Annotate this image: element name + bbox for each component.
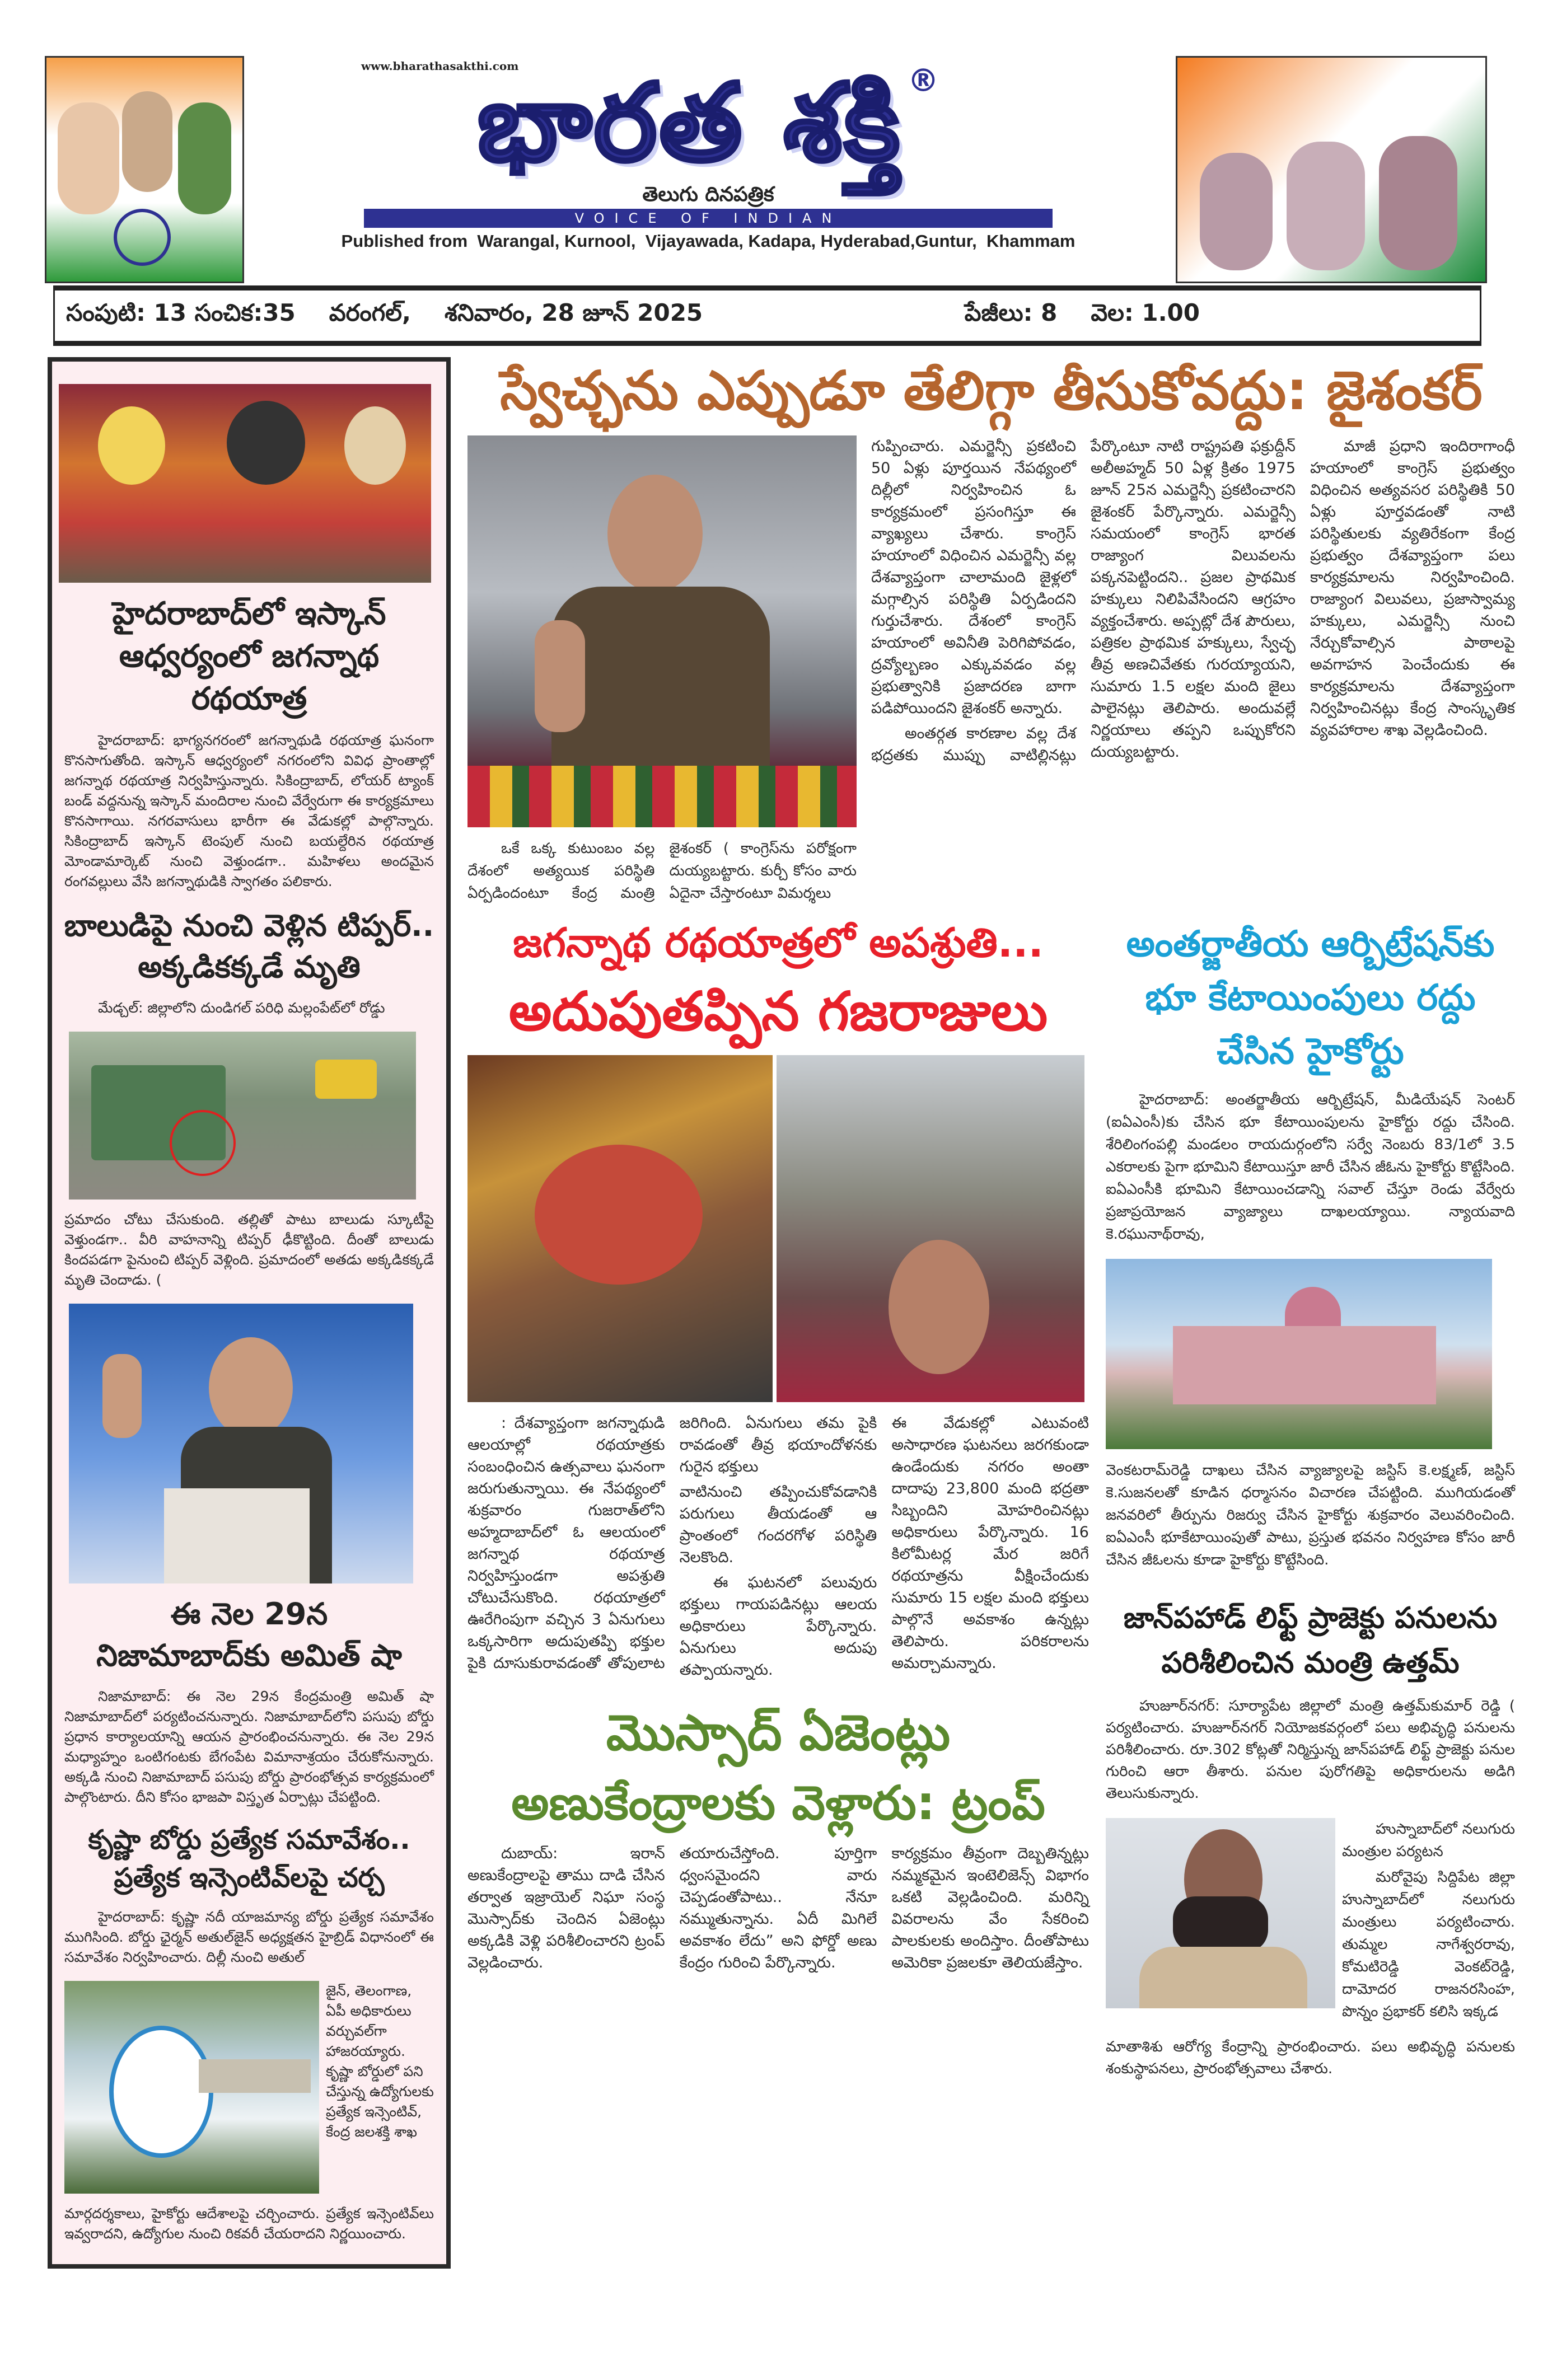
krishna-board-dam-photo [64, 1981, 319, 2194]
story-body: మార్గదర్శకాలు, హైకోర్టు ఆదేశాలపై చర్చించారు. ప్రత్యేక ఇన్సెంటివ్‌లు ఇవ్వరాదని, ఉద్యోగుల నుంచి రికవరీ చేయరాదని నిర్ణయించారు. [64, 2205, 434, 2242]
story-body: ప్రమాదం చోటు చేసుకుంది. తల్లితో పాటు బాలుడు స్కూటీపై వెళ్తుండగా.. వీరి వాహనాన్ని టిప్పర్ ఢీకొట్టింది. దీంతో బాలుడు కిందపడగా పైనుంచి టిప్పర్ వెళ్లింది. ప్రమాదంలో అతడు అక్కడికక్కడే మృతి చెందాడు. ( [64, 1211, 434, 1288]
price: వెల: 1.00 [1091, 299, 1200, 326]
lead-body [871, 435, 1515, 766]
dateline-city: వరంగల్, [329, 299, 412, 326]
krishna-board-emblem-icon [109, 2026, 213, 2158]
revolutionaries-right-photo [1176, 56, 1487, 283]
uttam-kumar-photo [1106, 1818, 1335, 2008]
elephant-rathayatra-photo-1 [467, 1055, 773, 1402]
story-headline[interactable]: కృష్ణా బోర్డు ప్రత్యేక సమావేశం.. ప్రత్యేక ఇన్సెంటివ్‌లపై చర్చ [88, 1824, 410, 1894]
ashoka-chakra-icon [114, 209, 171, 266]
jagannath-headline-2[interactable]: అదుపుతప్పిన గజరాజులు [508, 980, 1048, 1043]
story-headline[interactable]: ఈ నెల 29న నిజామాబాద్‌కు అమిత్ షా [96, 1596, 402, 1673]
janpahad-body: హుజూర్‌నగర్: సూర్యాపేట జిల్లాలో మంత్రి ఉత్తమ్‌కుమార్ రెడ్డి ( పర్యటించారు. హుజూర్‌నగర్ నియోజకవర్గంలో పలు అభివృద్ధి పనులను పరిశీలించారు. రూ.302 కోట్లతో నిర్మిస్తున్న జాన్‌పహాడ్ లిఫ్ట్ ప్రాజెక్టు పనుల గురించి ఆరా తీశారు. పనుల పురోగతిపై అధికారులను అడిగి తెలుసుకున్నారు. [1106, 1698, 1515, 1802]
story-lead: మేడ్చల్: జిల్లాలోని దుండిగల్ పరిధి మల్లంపేట్‌లో రోడ్డు [98, 1000, 385, 1016]
lead-body-col3: మాజీ ప్రధాని ఇందిరాగాంధీ హయాంలో కాంగ్రెస్ ప్రభుత్వం విధించిన అత్యవసర పరిస్థితికి 50 ఏళ్లు పూర్తవడంతో నాటి పరిస్థితులకు వ్యతిరేకంగా కేంద్ర ప్రభుత్వం దేశవ్యాప్తంగా పలు కార్యక్రమాలను నిర్వహించింది. రాజ్యాంగ విలువలు, ప్రజాస్వామ్య హక్కులు, ఎమర్జెన్సీ నుంచి నేర్చుకోవాల్సిన పాఠాలపై అవగాహన పెంచేందుకు ఈ కార్యక్రమాలను దేశవ్యాప్తంగా నిర్వహించినట్లు కేంద్ర సాంస్కృతిక వ్యవహారాల శాఖ వెల్లడించింది. [1310, 438, 1515, 739]
logo-wordmark: భారత శక్తి [478, 61, 902, 185]
freedom-fighters-left-photo [45, 56, 244, 283]
amit-shah-photo [69, 1304, 413, 1583]
dateline-date: శనివారం, 28 జూన్ 2025 [445, 299, 703, 326]
jagannath-headline-1[interactable]: జగన్నాథ రథయాత్రలో అపశ్రుతి... [513, 919, 1044, 966]
tipper-accident-photo [69, 1032, 416, 1200]
mossad-body: దుబాయ్: ఇరాన్ అణుకేంద్రాలపై తాము దాడి చేసిన తర్వాత ఇజ్రాయెల్ నిఘా సంస్థ మొస్సాద్‌కు చెందిన ఏజెంట్లు అక్కడికి వెళ్లి పరిశీలించారని ట్రంప్ వెల్లడించారు. తయారుచేస్తోంది. పూర్తిగా ధ్వంసమైందని వారు చెప్పడంతోపాటు.. నేనూ నమ్ముతున్నాను. ఏదీ మిగిలే అవకాశం లేదు” అని ఫోర్డో అణు కేంద్రం గురించి పేర్కొన్నారు. కార్యక్రమం తీవ్రంగా దెబ్బతిన్నట్లు నమ్మకమైన ఇంటెలిజెన్స్ విభాగం ఒకటి వెల్లడించింది. మరిన్ని వివరాలను వేం సేకరించి పాలకులకు అందిస్తాం. దీంతోపాటు అమెరికా ప్రజలకూ తెలియజేస్తాం. [467, 1845, 1089, 1971]
janpahad-headline[interactable]: జాన్‌పహాడ్ లిఫ్ట్ ప్రాజెక్టు పనులను పరిశీలించిన మంత్రి ఉత్తమ్ [1123, 1601, 1498, 1680]
story-body: జైన్, తెలంగాణ, ఏపీ అధికారులు వర్చువల్‌గా హాజరయ్యారు. కృష్ణా బోర్డులో పని చేస్తున్న ఉద్యోగులకు ప్రత్యేక ఇన్సెంటివ్, కేంద్ర జలశక్తి శాఖ [326, 1983, 434, 2140]
left-sidebar [48, 357, 451, 2269]
lead-headline[interactable]: స్వేచ్ఛను ఎప్పుడూ తేలిగ్గా తీసుకోవద్దు: జైశంకర్ [500, 359, 1483, 422]
high-court-photo [1106, 1259, 1492, 1449]
story-headline[interactable]: హైదరాబాద్‌లో ఇస్కాన్ ఆధ్వర్యంలో జగన్నాథ రథయాత్ర [112, 596, 386, 717]
newspaper-logo [252, 53, 1165, 251]
janpahad-body: మరోవైపు సిద్దిపేట జిల్లా హుస్నాబాద్‌లో నలుగురు మంత్రులు పర్యటించారు. తుమ్మల నాగేశ్వరరావు, కోమటిరెడ్డి వెంకట్‌రెడ్డి, దామోదర రాజనరసింహ, పొన్నం ప్రభాకర్ కలిసి ఇక్కడ [1342, 1869, 1515, 2020]
lead-photo-caption: ఒకే ఒక్క కుటుంబం వల్ల దేశంలో అత్యయిక పరిస్థితి ఏర్పడిందంటూ కేంద్ర మంత్రి జైశంకర్ ( కాంగ్రెస్‌ను పరోక్షంగా దుయ్యబట్టారు. కుర్చీ కోసం వారు ఏదైనా చేస్తారంటూ విమర్శలు [467, 840, 857, 902]
arbitration-headline[interactable]: అంతర్జాతీయ ఆర్బిట్రేషన్‌కు భూ కేటాయింపులు రద్దు చేసిన హైకోర్టు [1126, 924, 1495, 1072]
page-count: పేజీలు: 8 [964, 299, 1058, 326]
jaishankar-photo [467, 435, 857, 827]
janpahad-subhead: హుస్నాబాద్‌లో నలుగురు మంత్రుల పర్యటన [1342, 1821, 1515, 1860]
registered-mark: ® [908, 63, 939, 99]
story-body: నిజామాబాద్: ఈ నెల 29న కేంద్రమంత్రి అమిత్ షా నిజామాబాద్‌లో పర్యటించనున్నారు. నిజామాబాద్‌లోని పసుపు బోర్డు ప్రధాన కార్యాలయాన్ని ఆయన ప్రారంభించనున్నారు. ఈ నెల 29న మధ్యాహ్నం ఒంటిగంటకు బేగంపేట విమానాశ్రయం చేరుకోనున్నారు. అక్కడి నుంచి నిజామాబాద్ పసుపు బోర్డు ప్రారంభోత్సవ కార్యక్రమంలో పాల్గొంటారు. దీని కోసం భాజపా విస్తృత ఏర్పాట్లు చేపట్టింది. [64, 1688, 434, 1805]
dateline-bar [53, 285, 1481, 346]
elephant-rathayatra-photo-2 [777, 1055, 1084, 1402]
tagline-telugu: తెలుగు దినపత్రిక [642, 183, 774, 206]
lead-body-col2: అంతర్గత కారణాల వల్ల దేశ భద్రతకు ముప్పు వాటిల్లినట్లు పేర్కొంటూ నాటి రాష్ట్రపతి ఫక్రుద్దీన్ అలీఅహ్మద్ 50 ఏళ్ల క్రితం 1975 జూన్ 25న ఎమర్జెన్సీ ప్రకటించారని జైశంకర్ పేర్కొన్నారు. ఎమర్జెన్సీ సమయంలో కాంగ్రెస్ భారత రాజ్యాంగ విలువలను పక్కనపెట్టిందని.. ప్రజల ప్రాథమిక హక్కులు నిలిపివేసిందని ఆగ్రహం వ్యక్తంచేశారు. అప్పట్లో దేశ పౌరులు, పత్రికల ప్రాథమిక హక్కులు, స్వేచ్ఛ తీవ్ర అణచివేతకు గురయ్యాయని, సుమారు 1.5 లక్షల మంది జైలు పాలైనట్లు తెలిపారు. అందువల్లే నిర్ణయాలు తప్పని ఒప్పుకోరని దుయ్యబట్టారు. [871, 438, 1296, 764]
arbitration-body: హైదరాబాద్: అంతర్జాతీయ ఆర్బిట్రేషన్, మీడియేషన్ సెంటర్ (ఐఏఎంసీ)కు చేసిన భూ కేటాయింపులను హైకోర్టు రద్దు చేసింది. శేరిలింగంపల్లి మండలం రాయదుర్గంలోని సర్వే నెంబరు 83/1లో 3.5 ఎకరాలకు పైగా భూమిని కేటాయిస్తూ జారీ చేసిన జీఓను హైకోర్టు కొట్టేసింది. ఐఏఎంసీకి భూమిని కేటాయించడాన్ని సవాల్ చేస్తూ రెండు వేర్వేరు ప్రజాప్రయోజన వ్యాజ్యాలు దాఖలయ్యాయి. న్యాయవాది కె.రఘునాథ్‌రావు, [1106, 1091, 1515, 1243]
mossad-headline-1[interactable]: మొస్సాద్ ఏజెంట్లు [606, 1704, 951, 1761]
masthead [0, 0, 1543, 285]
jagannath-body: : దేశవ్యాప్తంగా జగన్నాథుడి ఆలయాల్లో రథయాత్రకు సంబంధించిన ఉత్సవాలు ఘనంగా జరుగుతున్నాయి. ఈ నేపథ్యంలో శుక్రవారం గుజరాత్‌లోని అహ్మదాబాద్‌లో ఓ ఆలయంలో జగన్నాథ రథయాత్ర నిర్వహిస్తుండగా అపశ్రుతి చోటుచేసుకొంది. రథయాత్రలో ఊరేగింపుగా వచ్చిన 3 ఏనుగులు ఒక్కసారిగా అదుపుతప్పి భక్తుల పైకి దూసుకురావడంతో తోపులాట జరిగింది. ఏనుగులు తమ పైకి రావడంతో తీవ్ర భయాందోళనకు గురైన భక్తులు వాటినుంచి తప్పించుకోవడానికి పరుగులు తీయడంతో ఆ ప్రాంతంలో గందరగోళ పరిస్థితి నెలకొంది. ఈ ఘటనలో పలువురు భక్తులు గాయపడినట్లు ఆలయ అధికారులు పేర్కొన్నారు. ఏనుగులు అదుపు తప్పాయన్నారు. ఈ వేడుకల్లో ఎటువంటి అసాధారణ ఘటనలు జరగకుండా ఉండేందుకు నగరం అంతా దాదాపు 23,800 మంది భద్రతా సిబ్బందిని మోహరించినట్లు అధికారులు పేర్కొన్నారు. 16 కిలోమీటర్ల మేర జరిగే రథయాత్రను వీక్షించేందుకు సుమారు 15 లక్షల మంది భక్తులు పాల్గొనే అవకాశం ఉన్నట్లు తెలిపారు. పరికరాలను అమర్చామన్నారు. [467, 1414, 1089, 1679]
story-body: హైదరాబాద్: కృష్ణా నదీ యాజమాన్య బోర్డు ప్రత్యేక సమావేశం ముగిసింది. బోర్డు ఛైర్మన్ అతుల్‌జైన్ అధ్యక్షతన హైబ్రిడ్ విధానంలో ఈ సమావేశం నిర్వహించారు. దిల్లీ నుంచి అతుల్ [64, 1909, 434, 1965]
lead-body-col1: గుప్పించారు. ఎమర్జెన్సీ ప్రకటించి 50 ఏళ్లు పూర్తయిన నేపథ్యంలో దిల్లీలో నిర్వహించిన ఓ కార్యక్రమంలో ప్రసంగిస్తూ ఈ వ్యాఖ్యలు చేశారు. కాంగ్రెస్ హయాంలో విధించిన ఎమర్జెన్సీ వల్ల దేశవ్యాప్తంగా చాలామంది జైళ్లలో మగ్గాల్సిన పరిస్థితి ఏర్పడిందని గుర్తుచేశారు. దేశంలో కాంగ్రెస్ హయాంలో అవినీతి పెరిగిపోవడం, ద్రవ్యోల్బణం ఎక్కువవడం వల్ల ప్రభుత్వానికి ప్రజాదరణ బాగా పడిపోయిందని జైశంకర్ అన్నారు. [871, 438, 1076, 717]
website-url[interactable]: www.bharathasakthi.com [361, 59, 519, 73]
mossad-headline-2[interactable]: అణుకేంద్రాలకు వెళ్లారు: ట్రంప్ [511, 1775, 1045, 1830]
published-from: Published from Warangal, Kurnool, Vijayawada, Kadapa, Hyderabad,Guntur, Khammam [341, 231, 1076, 251]
arbitration-body: వెంకటరామ్‌రెడ్డి దాఖలు చేసిన వ్యాజ్యాలపై జస్టిస్ కె.లక్ష్మణ్, జస్టిస్ కె.సుజనలతో కూడిన ధర్మాసనం విచారణ చేపట్టింది. ముగియడంతో జనవరిలో తీర్పును రిజర్వు చేసిన హైకోర్టు శుక్రవారం వెలువరించింది. ఐఏఎంసీ భూకేటాయింపుతో పాటు, ప్రస్తుత భవనం నిర్వహణ కోసం జారీ చేసిన జీఓలను కూడా హైకోర్టు కొట్టేసింది. [1106, 1462, 1515, 1568]
story-body: హైదరాబాద్: భాగ్యనగరంలో జగన్నాథుడి రథయాత్ర ఘనంగా కొనసాగుతోంది. ఇస్కాన్ ఆధ్వర్యంలో నగరంలోని వివిధ ప్రాంతాల్లో జగన్నాథ రథయాత్ర నిర్వహిస్తున్నారు. సికింద్రాబాద్, లోయర్ ట్యాంక్ బండ్ వద్దనున్న ఇస్కాన్ మందిరాల నుంచి వేర్వేరుగా ఈ కార్యక్రమాలు కొనసాగాయి. నగరవాసులు భారీగా ఈ వేడుకల్లో పాల్గొన్నారు. సికింద్రాబాద్ ఇస్కాన్ టెంపుల్ నుంచి బయల్దేరిన రథయాత్ర మోండామార్కెట్ నుంచి వెళ్తుండగా.. మహిళలు అందమైన రంగవల్లులు వేసి జగన్నాథుడికి స్వాగతం పలికారు. [64, 732, 434, 889]
janpahad-body: మాతాశిశు ఆరోగ్య కేంద్రాన్ని ప్రారంభించారు. పలు అభివృద్ధి పనులకు శంకుస్థాపనలు, ప్రారంభోత్సవాలు చేశారు. [1106, 2039, 1515, 2077]
story-headline[interactable]: బాలుడిపై నుంచి వెళ్లిన టిప్పర్.. అక్కడికక్కడే మృతి [64, 908, 434, 985]
rathayatra-photo [59, 384, 431, 583]
volume-issue: సంపుటి: 13 సంచిక:35 [66, 299, 296, 326]
voice-banner: VOICE OF INDIAN [364, 209, 1053, 228]
